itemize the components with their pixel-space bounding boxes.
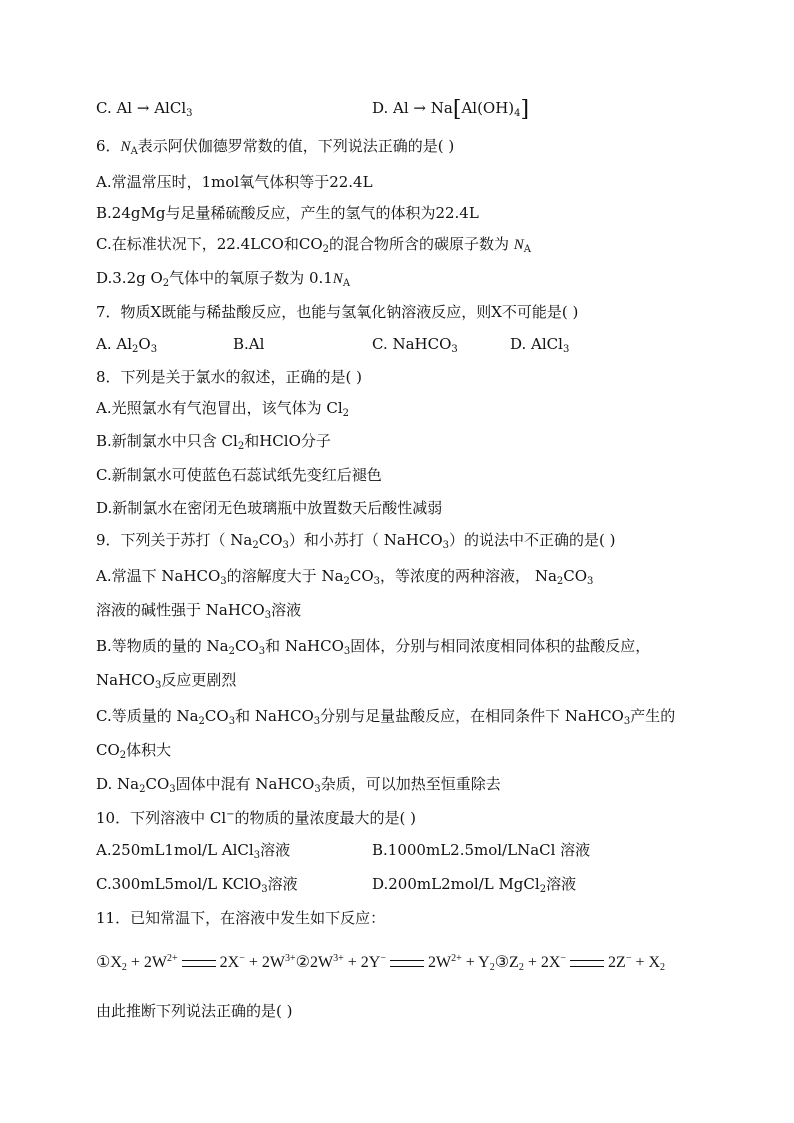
q6-stem: 6．$N_A$表示阿伏伽德罗常数的值，下列说法正确的是( )	[96, 137, 455, 157]
q7-option-d[interactable]: D. AlCl$_3$	[510, 335, 570, 355]
q9-option-a-line2: 溶液的碱性强于 NaHCO$_3$溶液	[96, 601, 302, 621]
q6-option-b[interactable]: B.24gMg与足量稀硫酸反应，产生的氢气的体积为22.4L	[96, 204, 479, 222]
q8-option-b[interactable]: B.新制氯水中只含 $Cl_2$和HClO分子	[96, 432, 331, 452]
q9-option-c-line2: $CO_2$体积大	[96, 741, 172, 761]
q9-option-c-line1[interactable]: C.等质量的 $Na_2CO_3$和 NaHCO$_3$分别与足量盐酸反应，在相同条件下 NaHCO$_3$产生的	[96, 707, 676, 727]
q7-option-a[interactable]: A. $Al_2O_3$	[96, 335, 158, 355]
q6-option-d[interactable]: D.3.2g $O_2$气体中的氧原子数为 $0.1N_A$	[96, 269, 351, 289]
q7-option-c[interactable]: C. NaHCO$_3$	[372, 335, 458, 355]
q10-option-a[interactable]: A.250mL1mol/L AlCl$_3$溶液	[96, 841, 291, 861]
q5-option-c[interactable]: C. Al → AlCl$_3$	[96, 99, 193, 119]
equals-sign-icon	[390, 960, 424, 967]
q11-reactions: $①X_2 + 2W^{2+}$ $2X^- + 2W^{3+}②2W^{3+} + 2Y^-$ $2W^{2+}$ + $Y_2③Z_2 + 2X^-$ $2Z^- + X_2$	[96, 953, 666, 973]
q9-stem: 9．下列关于苏打（ $Na_2CO_3$）和小苏打（ NaHCO$_3$）的说法中不正确的是( )	[96, 531, 616, 551]
equals-sign-icon	[182, 960, 216, 967]
q8-stem: 8．下列是关于氯水的叙述，正确的是( )	[96, 368, 363, 386]
q11-stem: 11．已知常温下，在溶液中发生如下反应：	[96, 909, 386, 927]
q5-option-d[interactable]: D. $Al \to Na[Al(OH)_4]$	[372, 97, 530, 122]
q8-option-d[interactable]: D.新制氯水在密闭无色玻璃瓶中放置数天后酸性减弱	[96, 499, 443, 517]
q9-option-d[interactable]: D. $Na_2CO_3$固体中混有 NaHCO$_3$杂质，可以加热至恒重除去	[96, 775, 501, 795]
q10-option-d[interactable]: D.200mL2mol/L MgCl$_2$溶液	[372, 875, 577, 895]
q11-tail: 由此推断下列说法正确的是( )	[96, 1002, 293, 1020]
q8-option-c[interactable]: C.新制氯水可使蓝色石蕊试纸先变红后褪色	[96, 466, 382, 484]
q7-option-b[interactable]: B.Al	[233, 335, 265, 353]
q10-option-c[interactable]: C.300mL5mol/L KClO$_3$溶液	[96, 875, 298, 895]
q10-option-b[interactable]: B.1000mL2.5mol/LNaCl 溶液	[372, 841, 591, 859]
q9-option-a-line1[interactable]: A.常温下 NaHCO$_3$的溶解度大于 $Na_2CO_3$，等浓度的两种溶液， $Na_2CO_3$	[96, 567, 594, 587]
q8-option-a[interactable]: A.光照氯水有气泡冒出，该气体为 $Cl_2$	[96, 399, 350, 419]
q6-option-c[interactable]: C.在标准状况下，22.4LCO和$CO_2$的混合物所含的碳原子数为 $N_A$	[96, 235, 532, 255]
q10-stem: 10．下列溶液中 Cl−的物质的量浓度最大的是( )	[96, 809, 417, 827]
q6-option-a[interactable]: A.常温常压时，1mol氧气体积等于22.4L	[96, 173, 373, 191]
q9-option-b-line2: NaHCO$_3$反应更剧烈	[96, 671, 237, 691]
equals-sign-icon	[570, 960, 604, 967]
q9-option-b-line1[interactable]: B.等物质的量的 $Na_2CO_3$和 NaHCO$_3$固体，分别与相同浓度相同体积的盐酸反应，	[96, 637, 651, 657]
q7-stem: 7．物质X既能与稀盐酸反应，也能与氢氧化钠溶液反应，则X不可能是( )	[96, 303, 579, 321]
